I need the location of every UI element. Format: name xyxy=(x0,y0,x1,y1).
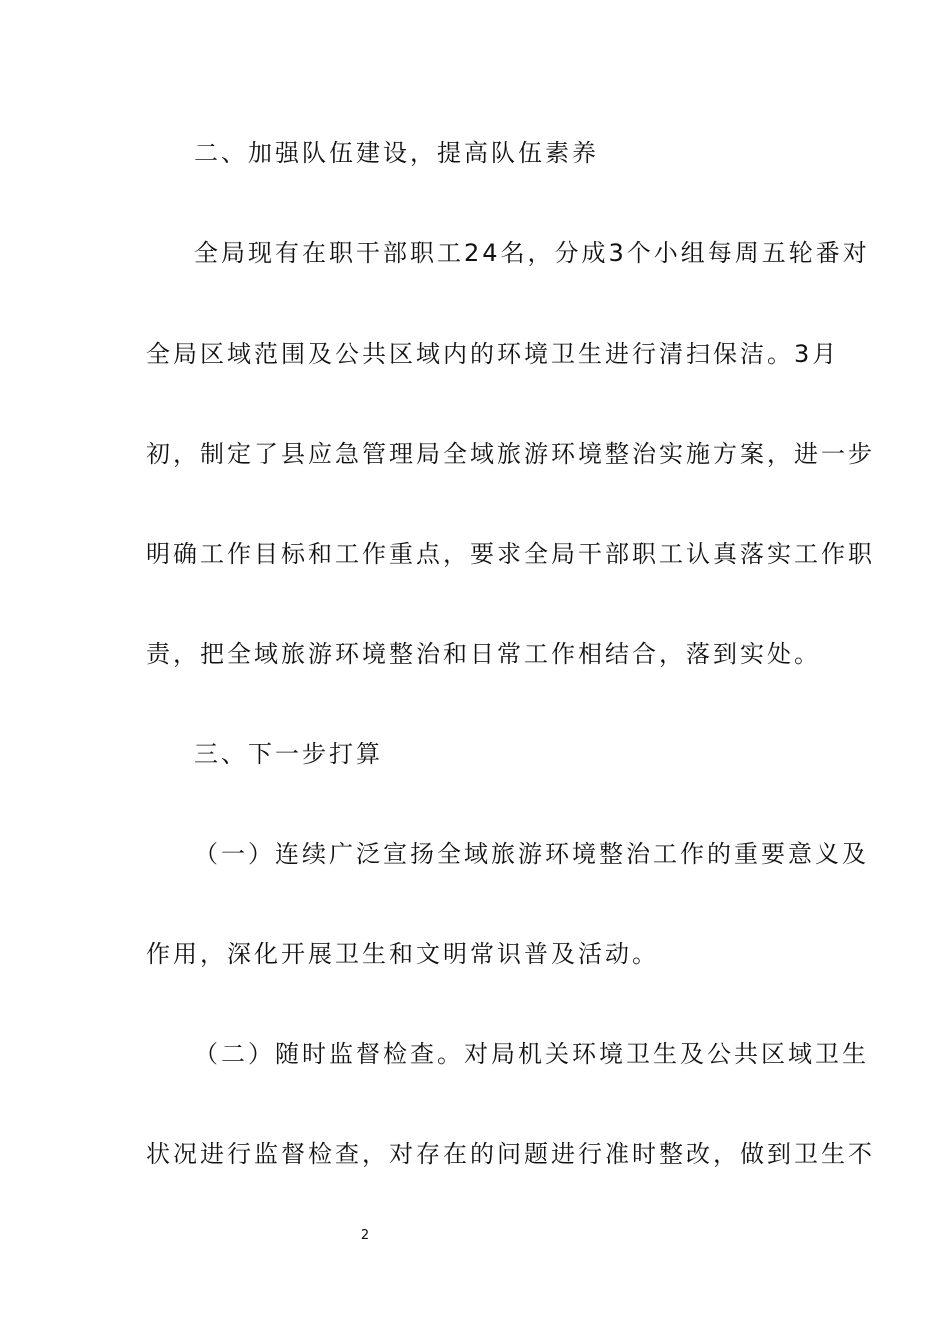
paragraph-line: 初，制定了县应急管理局全域旅游环境整治实施方案，进一步 xyxy=(146,440,875,468)
paragraph-line: （二）随时监督检查。对局机关环境卫生及公共区域卫生 xyxy=(194,1040,869,1068)
paragraph-line: 明确工作目标和工作重点，要求全局干部职工认真落实工作职 xyxy=(146,540,875,568)
page-number: 2 xyxy=(360,1228,370,1243)
paragraph-line: 全局现有在职干部职工24名，分成3个小组每周五轮番对 xyxy=(194,239,870,267)
paragraph-line: 状况进行监督检查，对存在的问题进行准时整改，做到卫生不 xyxy=(146,1140,875,1168)
paragraph-line: 全局区域范围及公共区域内的环境卫生进行清扫保洁。3月 xyxy=(146,340,840,368)
section-heading-three: 三、下一步打算 xyxy=(194,740,383,768)
paragraph-line: （一）连续广泛宣扬全域旅游环境整治工作的重要意义及 xyxy=(194,840,869,868)
paragraph-line: 责，把全域旅游环境整治和日常工作相结合，落到实处。 xyxy=(146,640,821,668)
paragraph-line: 作用，深化开展卫生和文明常识普及活动。 xyxy=(146,940,659,968)
section-heading-two: 二、加强队伍建设，提高队伍素养 xyxy=(194,139,599,167)
